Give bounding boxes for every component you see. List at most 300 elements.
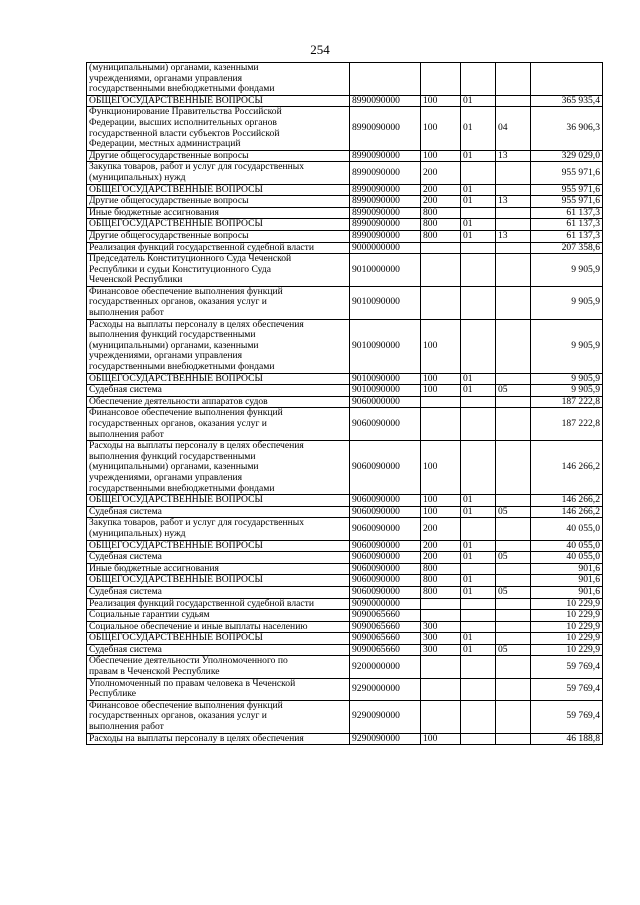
expense-type-cell: 200 bbox=[421, 552, 461, 564]
subsection-cell bbox=[496, 563, 531, 575]
amount-cell: 40 055,0 bbox=[531, 518, 603, 540]
amount-cell: 901,6 bbox=[531, 575, 603, 587]
amount-cell: 365 935,4 bbox=[531, 95, 603, 107]
target-article-cell: 9010090000 bbox=[350, 319, 421, 373]
amount-cell: 9 905,9 bbox=[531, 385, 603, 397]
subsection-cell bbox=[496, 633, 531, 645]
subsection-cell bbox=[496, 219, 531, 231]
table-row bbox=[87, 506, 603, 518]
section-cell bbox=[461, 396, 496, 408]
item-name-line: Закупка товаров, работ и услуг для государственных bbox=[89, 162, 305, 173]
table-row bbox=[87, 219, 603, 231]
item-name-line: выполнения функций государственными bbox=[89, 330, 256, 341]
section-cell bbox=[461, 733, 496, 745]
table-row bbox=[87, 385, 603, 397]
target-article-cell: 8990090000 bbox=[350, 207, 421, 219]
amount-cell: 61 137,3 bbox=[531, 207, 603, 219]
section-cell: 01 bbox=[461, 230, 496, 242]
subsection-cell bbox=[496, 598, 531, 610]
item-name-line: учреждениями, органами управления bbox=[89, 73, 243, 84]
target-article-cell: 8990090000 bbox=[350, 150, 421, 162]
target-article-cell: 9290090000 bbox=[350, 700, 421, 733]
table-row bbox=[87, 518, 603, 540]
item-name-cell bbox=[87, 586, 350, 598]
item-name-line: ОБЩЕГОСУДАРСТВЕННЫЕ ВОПРОСЫ bbox=[89, 219, 263, 230]
amount-cell: 146 266,2 bbox=[531, 441, 603, 495]
section-cell bbox=[461, 656, 496, 678]
item-name-line: ОБЩЕГОСУДАРСТВЕННЫЕ ВОПРОСЫ bbox=[89, 373, 263, 384]
subsection-cell: 05 bbox=[496, 385, 531, 397]
item-name-cell bbox=[87, 700, 350, 733]
expense-type-cell: 100 bbox=[421, 373, 461, 385]
item-name-line: ОБЩЕГОСУДАРСТВЕННЫЕ ВОПРОСЫ bbox=[89, 633, 263, 644]
table-row bbox=[87, 184, 603, 196]
item-name-cell bbox=[87, 196, 350, 208]
item-name-line: Финансовое обеспечение выполнения функций bbox=[89, 408, 283, 419]
table-row bbox=[87, 319, 603, 373]
item-name-line: Закупка товаров, работ и услуг для государственных bbox=[89, 518, 305, 529]
item-name-line: (муниципальными) органами, казенными bbox=[89, 340, 259, 351]
target-article-cell: 8990090000 bbox=[350, 162, 421, 184]
section-cell bbox=[461, 598, 496, 610]
item-name-cell bbox=[87, 540, 350, 552]
item-name-cell bbox=[87, 230, 350, 242]
section-cell bbox=[461, 63, 496, 96]
amount-cell: 9 905,9 bbox=[531, 373, 603, 385]
item-name-line: государственными внебюджетными фондами bbox=[89, 362, 275, 373]
expense-type-cell bbox=[421, 396, 461, 408]
expense-type-cell: 100 bbox=[421, 506, 461, 518]
subsection-cell bbox=[496, 63, 531, 96]
section-cell: 01 bbox=[461, 95, 496, 107]
table-row bbox=[87, 396, 603, 408]
item-name-cell bbox=[87, 184, 350, 196]
section-cell bbox=[461, 408, 496, 441]
expense-type-cell bbox=[421, 286, 461, 319]
section-cell bbox=[461, 162, 496, 184]
item-name-line: Иные бюджетные ассигнования bbox=[89, 207, 219, 218]
section-cell: 01 bbox=[461, 506, 496, 518]
item-name-line: правам в Чеченской Республике bbox=[89, 667, 220, 678]
item-name-line: выполнения работ bbox=[89, 429, 164, 440]
item-name-cell bbox=[87, 610, 350, 622]
item-name-line: Республике bbox=[89, 689, 137, 700]
item-name-line: Расходы на выплаты персоналу в целях обеспечения bbox=[89, 319, 304, 330]
table-row bbox=[87, 150, 603, 162]
expense-type-cell: 800 bbox=[421, 563, 461, 575]
target-article-cell: 9090065660 bbox=[350, 633, 421, 645]
table-row bbox=[87, 196, 603, 208]
table-row bbox=[87, 633, 603, 645]
item-name-line: государственными внебюджетными фондами bbox=[89, 483, 275, 494]
table-row bbox=[87, 656, 603, 678]
amount-cell: 61 137,3 bbox=[531, 219, 603, 231]
item-name-line: Другие общегосударственные вопросы bbox=[89, 230, 249, 241]
target-article-cell: 9060090000 bbox=[350, 441, 421, 495]
subsection-cell bbox=[496, 733, 531, 745]
page-number: 254 bbox=[310, 42, 330, 57]
item-name-line: Судебная система bbox=[89, 385, 162, 396]
table-row bbox=[87, 598, 603, 610]
expense-type-cell: 300 bbox=[421, 633, 461, 645]
subsection-cell bbox=[496, 254, 531, 287]
item-name-line: ОБЩЕГОСУДАРСТВЕННЫЕ ВОПРОСЫ bbox=[89, 184, 263, 195]
target-article-cell: 9060090000 bbox=[350, 552, 421, 564]
item-name-line: Федерации, местных администраций bbox=[89, 139, 241, 150]
subsection-cell: 05 bbox=[496, 586, 531, 598]
table-row bbox=[87, 107, 603, 150]
section-cell: 01 bbox=[461, 552, 496, 564]
item-name-cell bbox=[87, 373, 350, 385]
item-name-line: государственными внебюджетными фондами bbox=[89, 84, 275, 95]
target-article-cell: 9290090000 bbox=[350, 733, 421, 745]
item-name-cell bbox=[87, 552, 350, 564]
amount-cell: 10 229,9 bbox=[531, 610, 603, 622]
subsection-cell bbox=[496, 286, 531, 319]
expense-type-cell: 100 bbox=[421, 150, 461, 162]
expense-type-cell bbox=[421, 254, 461, 287]
expense-type-cell bbox=[421, 408, 461, 441]
item-name-line: учреждениями, органами управления bbox=[89, 472, 243, 483]
subsection-cell bbox=[496, 207, 531, 219]
subsection-cell bbox=[496, 242, 531, 254]
item-name-cell bbox=[87, 219, 350, 231]
item-name-cell bbox=[87, 621, 350, 633]
item-name-line: выполнения работ bbox=[89, 308, 164, 319]
item-name-cell bbox=[87, 396, 350, 408]
item-name-cell bbox=[87, 63, 350, 96]
expense-type-cell bbox=[421, 656, 461, 678]
target-article-cell: 9200000000 bbox=[350, 656, 421, 678]
item-name-line: (муниципальными) органами, казенными bbox=[89, 462, 259, 473]
target-article-cell: 9290000000 bbox=[350, 678, 421, 700]
expense-type-cell: 100 bbox=[421, 385, 461, 397]
amount-cell: 59 769,4 bbox=[531, 678, 603, 700]
table-row bbox=[87, 230, 603, 242]
section-cell bbox=[461, 563, 496, 575]
amount-cell: 187 222,8 bbox=[531, 408, 603, 441]
target-article-cell: 9060090000 bbox=[350, 586, 421, 598]
section-cell: 01 bbox=[461, 540, 496, 552]
section-cell: 01 bbox=[461, 586, 496, 598]
target-article-cell: 9060090000 bbox=[350, 540, 421, 552]
section-cell bbox=[461, 441, 496, 495]
section-cell bbox=[461, 207, 496, 219]
amount-cell: 955 971,6 bbox=[531, 162, 603, 184]
item-name-line: учреждениями, органами управления bbox=[89, 351, 243, 362]
section-cell bbox=[461, 678, 496, 700]
item-name-line: Финансовое обеспечение выполнения функций bbox=[89, 700, 283, 711]
item-name-line: государственных органов, оказания услуг и bbox=[89, 711, 267, 722]
section-cell bbox=[461, 286, 496, 319]
table-row bbox=[87, 586, 603, 598]
expense-type-cell: 300 bbox=[421, 644, 461, 656]
table-row bbox=[87, 644, 603, 656]
table-row bbox=[87, 575, 603, 587]
amount-cell: 59 769,4 bbox=[531, 700, 603, 733]
amount-cell: 955 971,6 bbox=[531, 196, 603, 208]
subsection-cell bbox=[496, 373, 531, 385]
item-name-cell bbox=[87, 518, 350, 540]
item-name-line: ОБЩЕГОСУДАРСТВЕННЫЕ ВОПРОСЫ bbox=[89, 540, 263, 551]
item-name-cell bbox=[87, 107, 350, 150]
expense-type-cell: 800 bbox=[421, 586, 461, 598]
item-name-cell bbox=[87, 656, 350, 678]
amount-cell: 955 971,6 bbox=[531, 184, 603, 196]
expense-type-cell: 200 bbox=[421, 162, 461, 184]
item-name-line: Функционирование Правительства Российской bbox=[89, 107, 282, 118]
expense-type-cell: 200 bbox=[421, 540, 461, 552]
item-name-line: Председатель Конституционного Суда Чеченской bbox=[89, 254, 292, 265]
table-row bbox=[87, 95, 603, 107]
subsection-cell: 05 bbox=[496, 644, 531, 656]
amount-cell: 901,6 bbox=[531, 563, 603, 575]
expense-type-cell: 800 bbox=[421, 575, 461, 587]
item-name-line: Судебная система bbox=[89, 586, 162, 597]
subsection-cell: 13 bbox=[496, 150, 531, 162]
table-row bbox=[87, 678, 603, 700]
item-name-line: Уполномоченный по правам человека в Чеченской bbox=[89, 678, 296, 689]
item-name-line: Социальное обеспечение и иные выплаты населению bbox=[89, 621, 308, 632]
target-article-cell: 8990090000 bbox=[350, 196, 421, 208]
item-name-line: Республики и судьи Конституционного Суда bbox=[89, 264, 271, 275]
table-row bbox=[87, 207, 603, 219]
subsection-cell bbox=[496, 610, 531, 622]
target-article-cell: 9090065660 bbox=[350, 644, 421, 656]
table-row bbox=[87, 621, 603, 633]
table-row bbox=[87, 254, 603, 287]
amount-cell: 36 906,3 bbox=[531, 107, 603, 150]
subsection-cell: 13 bbox=[496, 230, 531, 242]
item-name-line: Судебная система bbox=[89, 644, 162, 655]
expense-type-cell bbox=[421, 242, 461, 254]
amount-cell: 10 229,9 bbox=[531, 598, 603, 610]
item-name-line: выполнения функций государственными bbox=[89, 451, 256, 462]
amount-cell: 207 358,6 bbox=[531, 242, 603, 254]
amount-cell: 901,6 bbox=[531, 586, 603, 598]
subsection-cell: 05 bbox=[496, 552, 531, 564]
item-name-line: Чеченской Республики bbox=[89, 275, 183, 286]
subsection-cell bbox=[496, 621, 531, 633]
subsection-cell bbox=[496, 95, 531, 107]
target-article-cell: 9060090000 bbox=[350, 495, 421, 507]
item-name-line: Расходы на выплаты персоналу в целях обеспечения bbox=[89, 441, 304, 452]
target-article-cell: 9060090000 bbox=[350, 518, 421, 540]
target-article-cell: 9010090000 bbox=[350, 385, 421, 397]
subsection-cell bbox=[496, 518, 531, 540]
section-cell: 01 bbox=[461, 373, 496, 385]
item-name-line: ОБЩЕГОСУДАРСТВЕННЫЕ ВОПРОСЫ bbox=[89, 495, 263, 506]
item-name-line: ОБЩЕГОСУДАРСТВЕННЫЕ ВОПРОСЫ bbox=[89, 575, 263, 586]
amount-cell: 40 055,0 bbox=[531, 552, 603, 564]
target-article-cell: 8990090000 bbox=[350, 107, 421, 150]
table-row bbox=[87, 700, 603, 733]
item-name-line: Другие общегосударственные вопросы bbox=[89, 196, 249, 207]
item-name-cell bbox=[87, 319, 350, 373]
item-name-cell bbox=[87, 678, 350, 700]
target-article-cell: 8990090000 bbox=[350, 184, 421, 196]
amount-cell: 10 229,9 bbox=[531, 633, 603, 645]
table-row bbox=[87, 373, 603, 385]
table-row bbox=[87, 563, 603, 575]
section-cell bbox=[461, 700, 496, 733]
section-cell: 01 bbox=[461, 633, 496, 645]
expense-type-cell: 100 bbox=[421, 319, 461, 373]
subsection-cell bbox=[496, 162, 531, 184]
subsection-cell bbox=[496, 184, 531, 196]
item-name-line: выполнения работ bbox=[89, 722, 164, 733]
amount-cell: 146 266,2 bbox=[531, 495, 603, 507]
subsection-cell bbox=[496, 495, 531, 507]
target-article-cell: 9090065660 bbox=[350, 621, 421, 633]
amount-cell: 46 188,8 bbox=[531, 733, 603, 745]
section-cell bbox=[461, 254, 496, 287]
item-name-line: Обеспечение деятельности аппаратов судов bbox=[89, 396, 268, 407]
item-name-cell bbox=[87, 385, 350, 397]
expense-type-cell: 100 bbox=[421, 95, 461, 107]
item-name-line: Реализация функций государственной судебной власти bbox=[89, 598, 314, 609]
subsection-cell bbox=[496, 540, 531, 552]
subsection-cell: 04 bbox=[496, 107, 531, 150]
item-name-line: Судебная система bbox=[89, 506, 162, 517]
item-name-line: Судебная система bbox=[89, 552, 162, 563]
section-cell: 01 bbox=[461, 107, 496, 150]
section-cell: 01 bbox=[461, 495, 496, 507]
amount-cell: 329 029,0 bbox=[531, 150, 603, 162]
subsection-cell bbox=[496, 319, 531, 373]
expense-type-cell bbox=[421, 700, 461, 733]
target-article-cell: 9060090000 bbox=[350, 408, 421, 441]
subsection-cell: 05 bbox=[496, 506, 531, 518]
budget-table-body bbox=[87, 63, 603, 745]
item-name-line: государственных органов, оказания услуг и bbox=[89, 419, 267, 429]
table-row bbox=[87, 733, 603, 745]
table-row bbox=[87, 610, 603, 622]
budget-table bbox=[86, 62, 603, 745]
table-row bbox=[87, 408, 603, 441]
section-cell: 01 bbox=[461, 150, 496, 162]
table-row bbox=[87, 286, 603, 319]
table-row bbox=[87, 441, 603, 495]
table-row bbox=[87, 63, 603, 96]
amount-cell: 10 229,9 bbox=[531, 621, 603, 633]
table-row bbox=[87, 495, 603, 507]
table-row bbox=[87, 552, 603, 564]
section-cell bbox=[461, 319, 496, 373]
target-article-cell: 9060090000 bbox=[350, 575, 421, 587]
expense-type-cell: 800 bbox=[421, 230, 461, 242]
subsection-cell: 13 bbox=[496, 196, 531, 208]
item-name-cell bbox=[87, 242, 350, 254]
item-name-line: Другие общегосударственные вопросы bbox=[89, 150, 249, 161]
item-name-line: Иные бюджетные ассигнования bbox=[89, 563, 219, 574]
item-name-cell bbox=[87, 575, 350, 587]
section-cell bbox=[461, 621, 496, 633]
target-article-cell bbox=[350, 63, 421, 96]
expense-type-cell bbox=[421, 678, 461, 700]
item-name-line: Обеспечение деятельности Уполномоченного по bbox=[89, 656, 288, 667]
amount-cell: 146 266,2 bbox=[531, 506, 603, 518]
item-name-cell bbox=[87, 408, 350, 441]
item-name-line: (муниципальными) органами, казенными bbox=[89, 63, 259, 73]
target-article-cell: 9000000000 bbox=[350, 242, 421, 254]
target-article-cell: 8990090000 bbox=[350, 230, 421, 242]
section-cell: 01 bbox=[461, 219, 496, 231]
expense-type-cell: 100 bbox=[421, 733, 461, 745]
subsection-cell bbox=[496, 575, 531, 587]
target-article-cell: 9010090000 bbox=[350, 286, 421, 319]
target-article-cell: 9060090000 bbox=[350, 506, 421, 518]
item-name-line: Социальные гарантии судьям bbox=[89, 610, 210, 621]
section-cell bbox=[461, 518, 496, 540]
item-name-cell bbox=[87, 495, 350, 507]
section-cell: 01 bbox=[461, 196, 496, 208]
expense-type-cell bbox=[421, 610, 461, 622]
item-name-line: Федерации, высших исполнительных органов bbox=[89, 117, 277, 128]
target-article-cell: 9060000000 bbox=[350, 396, 421, 408]
table-row bbox=[87, 242, 603, 254]
item-name-cell bbox=[87, 733, 350, 745]
item-name-cell bbox=[87, 162, 350, 184]
item-name-cell bbox=[87, 563, 350, 575]
section-cell: 01 bbox=[461, 575, 496, 587]
item-name-cell bbox=[87, 254, 350, 287]
amount-cell: 9 905,9 bbox=[531, 319, 603, 373]
amount-cell: 9 905,9 bbox=[531, 254, 603, 287]
expense-type-cell: 800 bbox=[421, 219, 461, 231]
section-cell: 01 bbox=[461, 644, 496, 656]
target-article-cell: 9060090000 bbox=[350, 563, 421, 575]
target-article-cell: 8990090000 bbox=[350, 95, 421, 107]
amount-cell: 10 229,9 bbox=[531, 644, 603, 656]
item-name-line: (муниципальных) нужд bbox=[89, 528, 186, 539]
item-name-cell bbox=[87, 441, 350, 495]
expense-type-cell: 200 bbox=[421, 196, 461, 208]
amount-cell: 9 905,9 bbox=[531, 286, 603, 319]
expense-type-cell: 100 bbox=[421, 107, 461, 150]
item-name-line: Финансовое обеспечение выполнения функций bbox=[89, 286, 283, 297]
section-cell: 01 bbox=[461, 385, 496, 397]
item-name-cell bbox=[87, 506, 350, 518]
section-cell bbox=[461, 242, 496, 254]
expense-type-cell bbox=[421, 63, 461, 96]
item-name-cell bbox=[87, 207, 350, 219]
item-name-line: (муниципальных) нужд bbox=[89, 172, 186, 183]
subsection-cell bbox=[496, 656, 531, 678]
subsection-cell bbox=[496, 396, 531, 408]
item-name-line: Расходы на выплаты персоналу в целях обеспечения bbox=[89, 733, 304, 744]
target-article-cell: 8990090000 bbox=[350, 219, 421, 231]
item-name-cell bbox=[87, 598, 350, 610]
expense-type-cell: 100 bbox=[421, 441, 461, 495]
expense-type-cell: 200 bbox=[421, 518, 461, 540]
target-article-cell: 9010000000 bbox=[350, 254, 421, 287]
subsection-cell bbox=[496, 441, 531, 495]
section-cell bbox=[461, 610, 496, 622]
item-name-line: государственных органов, оказания услуг и bbox=[89, 297, 267, 308]
expense-type-cell bbox=[421, 598, 461, 610]
section-cell: 01 bbox=[461, 184, 496, 196]
target-article-cell: 9090065660 bbox=[350, 610, 421, 622]
target-article-cell: 9090000000 bbox=[350, 598, 421, 610]
item-name-line: Реализация функций государственной судебной власти bbox=[89, 242, 314, 253]
expense-type-cell: 200 bbox=[421, 184, 461, 196]
subsection-cell bbox=[496, 678, 531, 700]
table-row bbox=[87, 162, 603, 184]
amount-cell bbox=[531, 63, 603, 96]
item-name-line: ОБЩЕГОСУДАРСТВЕННЫЕ ВОПРОСЫ bbox=[89, 95, 263, 106]
table-row bbox=[87, 540, 603, 552]
